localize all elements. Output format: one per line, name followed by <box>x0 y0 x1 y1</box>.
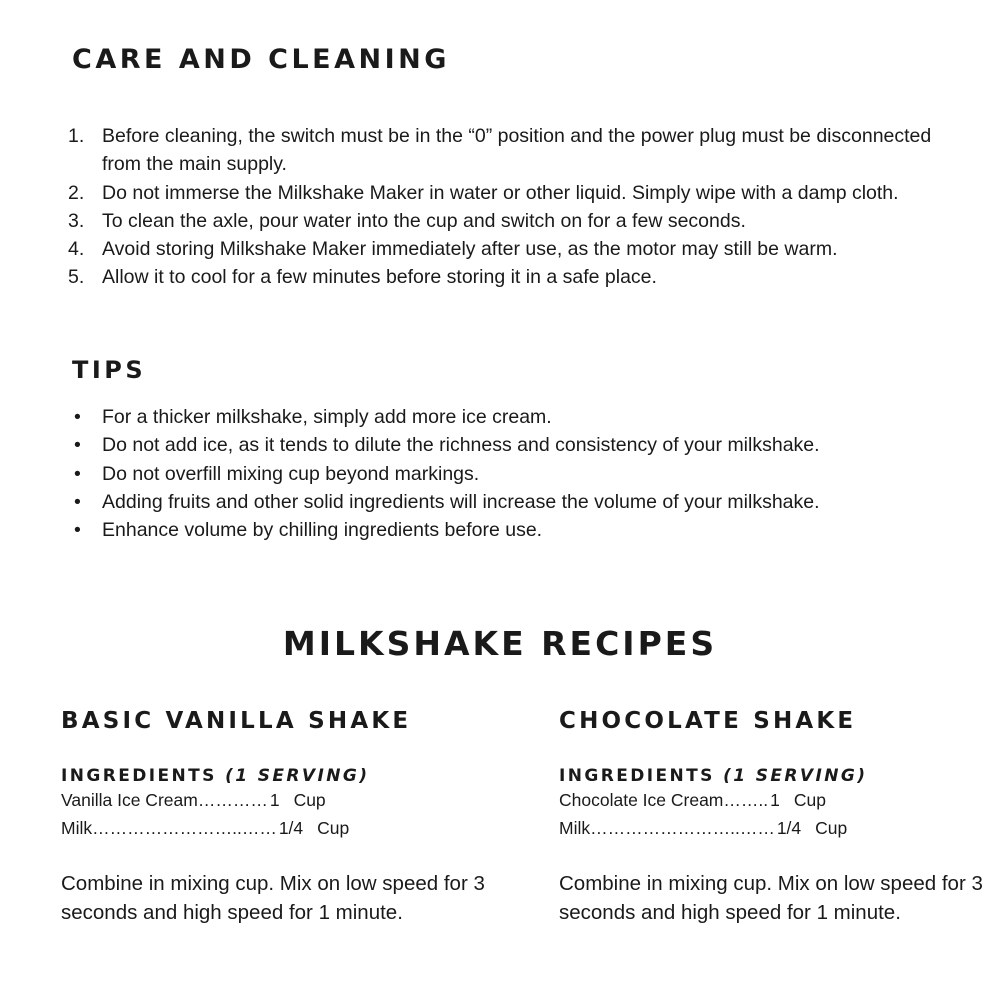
bullet-icon: • <box>74 490 81 513</box>
ingredient-unit: Cup <box>317 818 350 838</box>
ingredient-amount: 1/4 <box>776 818 802 838</box>
list-item <box>68 122 958 179</box>
recipe-instructions: Combine in mixing cup. Mix on low speed for 3 seconds and high speed for 1 minute. <box>559 872 983 924</box>
ingredient-name: Chocolate Ice Cream…….. <box>559 790 769 810</box>
ingredient-name: Milk……………………..…… <box>61 818 277 838</box>
recipe-title: CHOCOLATE SHAKE <box>559 708 857 734</box>
ingredients-heading <box>61 766 501 786</box>
ingredient-line <box>559 814 999 842</box>
ingredients-label: INGREDIENTS <box>61 766 217 786</box>
list-item <box>68 488 958 516</box>
list-number: 3. <box>68 209 85 232</box>
recipe-instructions: Combine in mixing cup. Mix on low speed for 3 seconds and high speed for 1 minute. <box>61 872 485 924</box>
ingredients-heading <box>559 766 999 786</box>
list-item-text: Do not add ice, as it tends to dilute the richness and consistency of your milkshake. <box>102 434 820 457</box>
ingredient-amount: 1/4 <box>278 818 304 838</box>
ingredients-label: INGREDIENTS <box>559 766 715 786</box>
recipe-title: BASIC VANILLA SHAKE <box>61 708 412 734</box>
list-item <box>68 516 958 544</box>
serving-size: (1 SERVING) <box>723 766 868 786</box>
care-and-cleaning-heading: CARE AND CLEANING <box>72 44 450 75</box>
list-item <box>68 263 958 291</box>
list-item-text: Do not overfill mixing cup beyond markings. <box>102 462 480 485</box>
list-number: 1. <box>68 125 85 147</box>
list-item-text: Enhance volume by chilling ingredients before use. <box>102 519 543 542</box>
list-item <box>68 460 958 488</box>
bullet-icon: • <box>74 462 81 485</box>
tips-list <box>68 403 958 544</box>
ingredient-name: Vanilla Ice Cream………… <box>61 790 268 810</box>
tips-heading: TIPS <box>72 356 147 384</box>
serving-size: (1 SERVING) <box>225 766 370 786</box>
list-item-text: For a thicker milkshake, simply add more ice cream. <box>102 406 552 428</box>
bullet-icon: • <box>74 434 81 457</box>
ingredient-unit: Cup <box>815 818 848 838</box>
ingredient-unit: Cup <box>793 790 826 810</box>
list-item-text: Allow it to cool for a few minutes before storing it in a safe place. <box>102 266 657 289</box>
list-item <box>68 179 958 207</box>
care-and-cleaning-list <box>68 122 958 292</box>
list-item-text: Do not immerse the Milkshake Maker in water or other liquid. Simply wipe with a damp cloth. <box>102 181 899 204</box>
list-item <box>68 235 958 263</box>
list-item <box>68 431 958 459</box>
list-item <box>68 207 958 235</box>
ingredient-amount: 1 <box>269 790 280 810</box>
ingredient-line <box>61 814 501 842</box>
milkshake-recipes-heading: MILKSHAKE RECIPES <box>282 624 718 663</box>
bullet-icon: • <box>74 519 81 542</box>
list-item-text: Before cleaning, the switch must be in the “0” position and the power plug must be disconnected from the main supply. <box>102 125 932 176</box>
recipe-chocolate-shake <box>559 704 999 948</box>
list-number: 4. <box>68 238 85 261</box>
ingredient-amount: 1 <box>770 790 780 810</box>
ingredient-line <box>559 786 999 814</box>
bullet-icon: • <box>74 406 81 428</box>
ingredient-line <box>61 786 501 814</box>
list-item-text: Adding fruits and other solid ingredients will increase the volume of your milkshake. <box>102 490 820 513</box>
list-number: 2. <box>68 181 85 204</box>
recipe-vanilla-shake <box>61 704 501 948</box>
list-number: 5. <box>68 266 85 289</box>
ingredient-unit: Cup <box>293 790 326 810</box>
list-item-text: Avoid storing Milkshake Maker immediately after use, as the motor may still be warm. <box>102 238 838 261</box>
list-item-text: To clean the axle, pour water into the cup and switch on for a few seconds. <box>102 209 746 232</box>
list-item <box>68 403 958 431</box>
ingredient-name: Milk……………………..…… <box>559 818 775 838</box>
